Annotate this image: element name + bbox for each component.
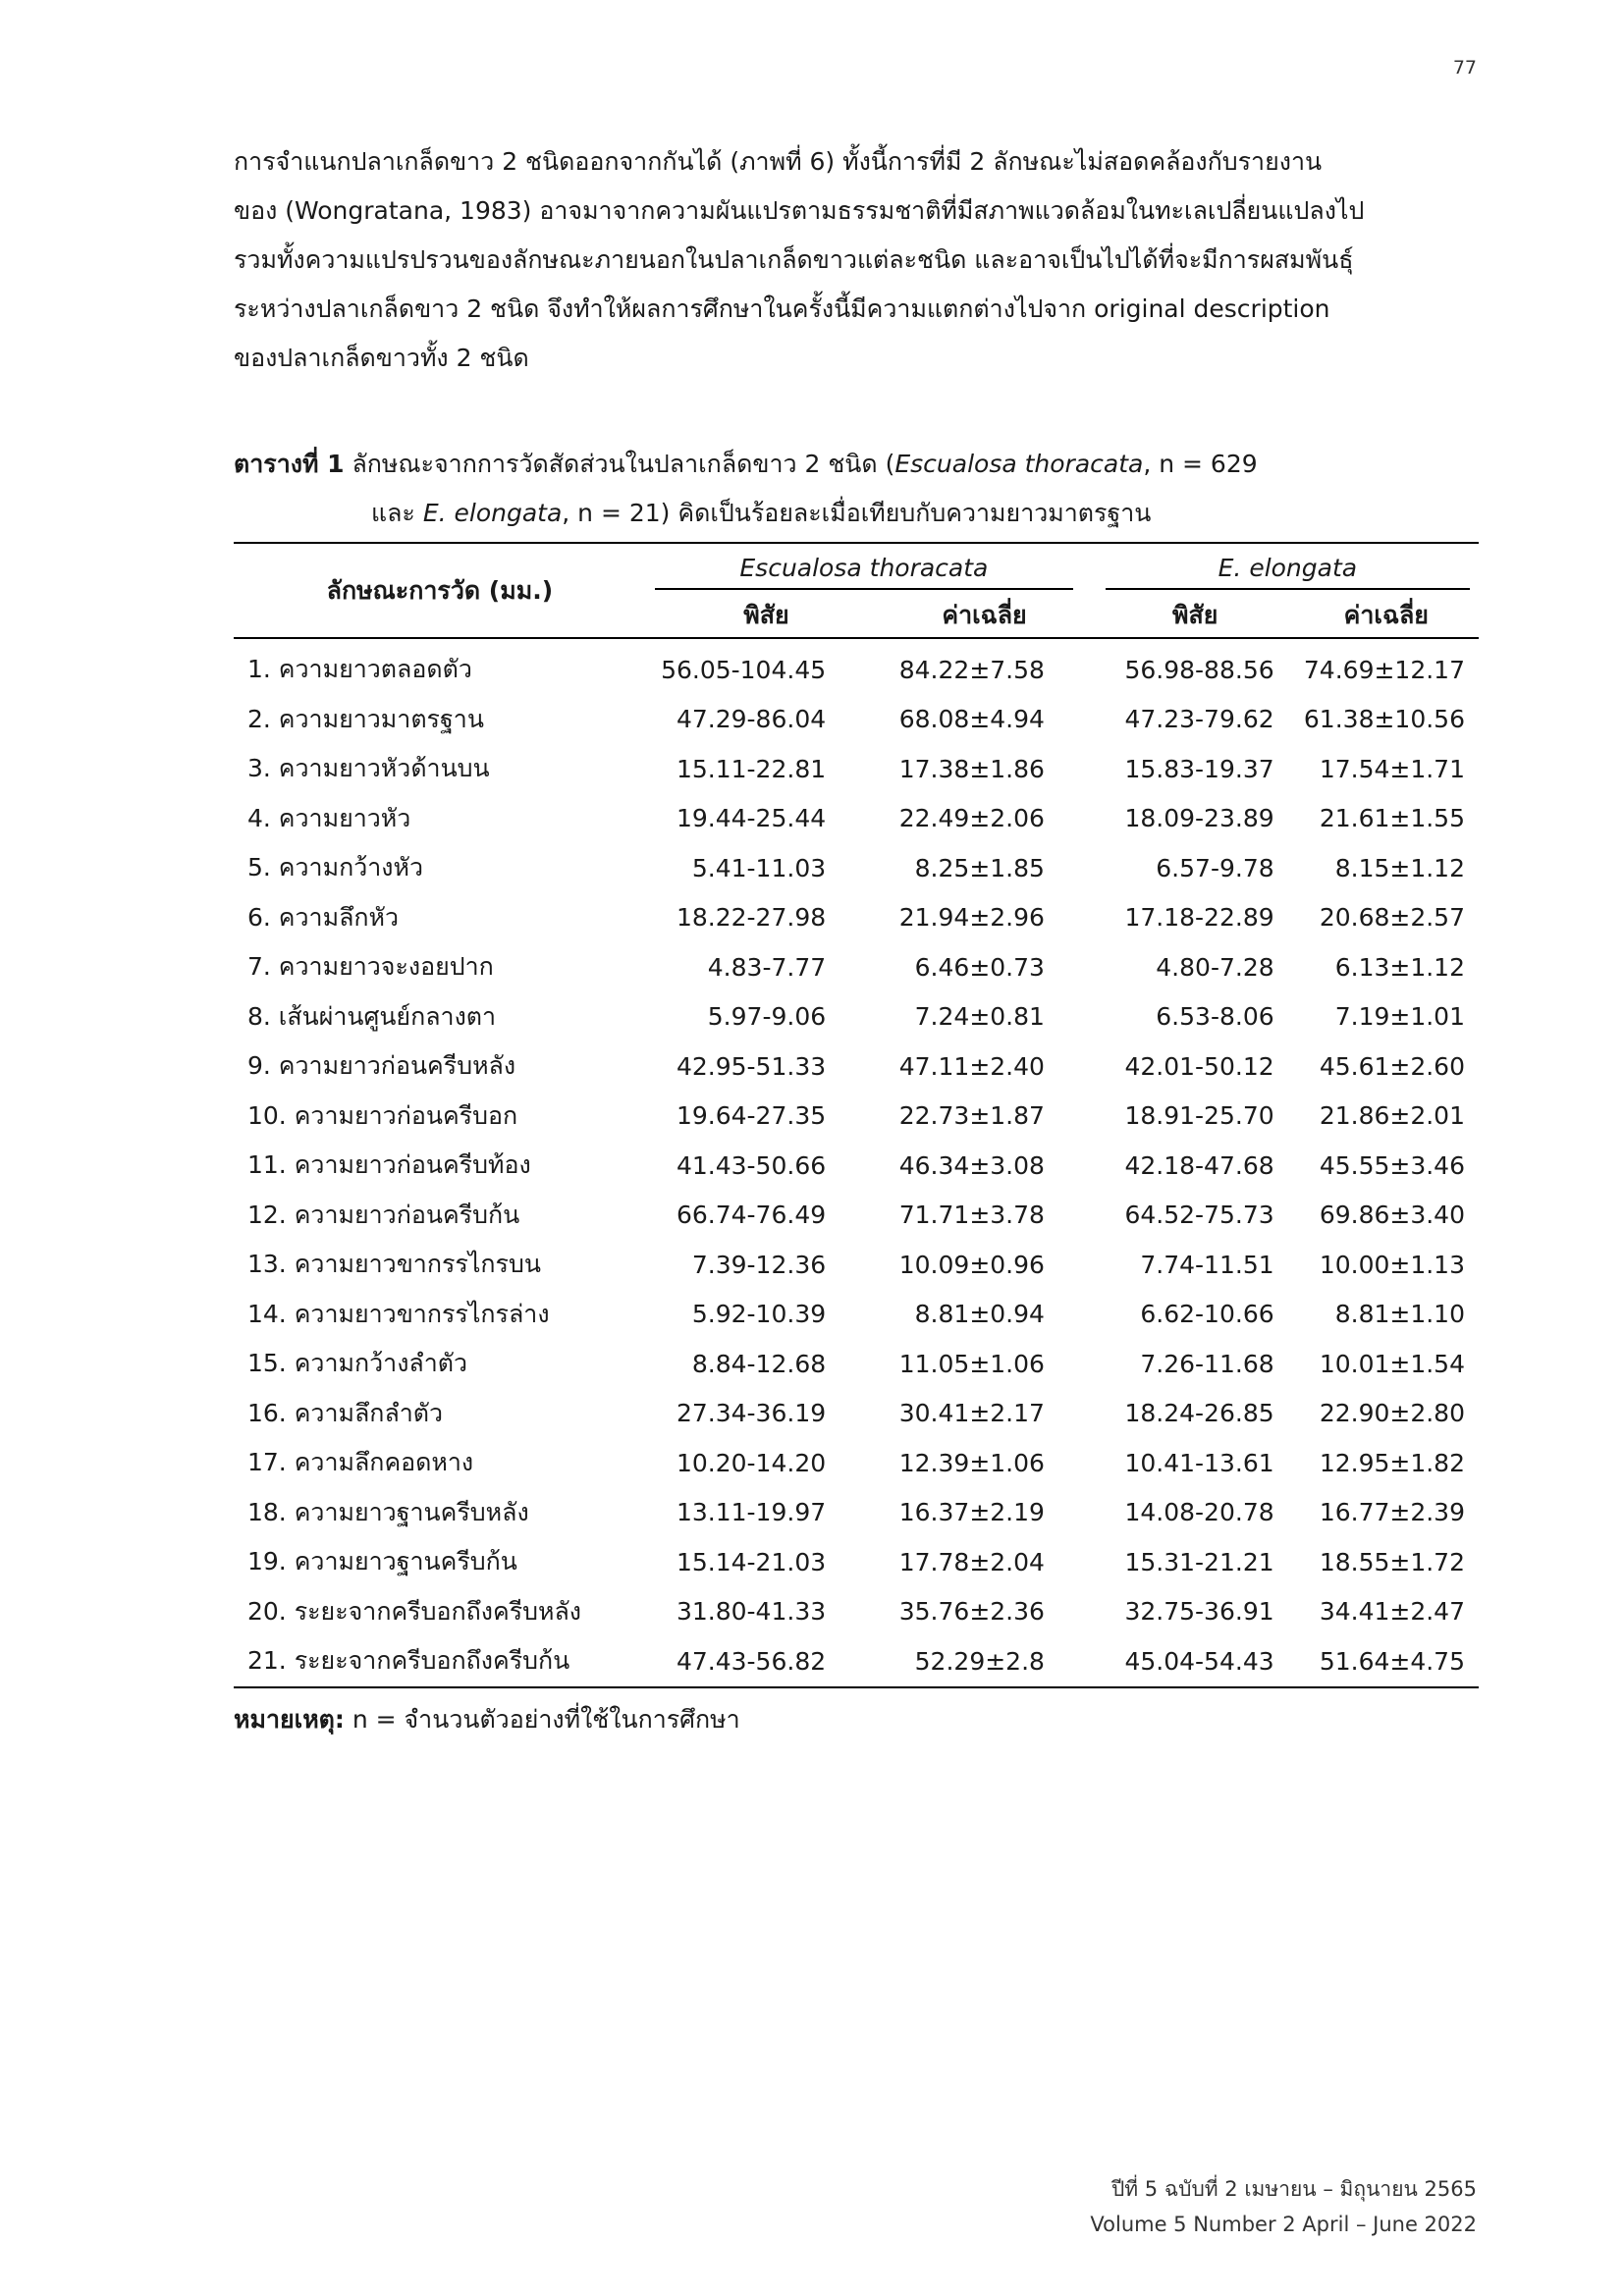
species1-mean: 52.29±2.8: [914, 1646, 1045, 1676]
species1-range: 66.74-76.49: [676, 1201, 827, 1230]
species2-mean: 61.38±10.56: [1303, 705, 1465, 734]
species2-mean: 20.68±2.57: [1319, 903, 1465, 933]
table-note: [234, 1700, 740, 1739]
species1-mean: 8.25±1.85: [914, 853, 1045, 882]
body-paragraph: [234, 137, 1479, 383]
species1-range: 19.44-25.44: [676, 804, 827, 833]
species1-range: 10.20-14.20: [676, 1448, 827, 1477]
species1-range: 7.39-12.36: [691, 1250, 827, 1279]
species1-mean: 17.38±1.86: [898, 754, 1045, 783]
range-header: พิสัย: [1097, 594, 1294, 638]
species2-range: 45.04-54.43: [1124, 1646, 1274, 1676]
column-gap: [1082, 1191, 1097, 1241]
species2-mean: 6.13±1.12: [1334, 952, 1465, 982]
measurement-label: 11. ความยาวก่อนครีบท้อง: [247, 1150, 531, 1180]
species1-mean: 10.09±0.96: [898, 1250, 1045, 1279]
table-row: [234, 1389, 1479, 1439]
species2-range: 6.53-8.06: [1156, 1002, 1274, 1032]
measurement-label: 17. ความลึกคอดหาง: [247, 1448, 474, 1477]
measurement-label: 1. ความยาวตลอดตัว: [247, 655, 472, 684]
table-caption: [234, 440, 1479, 538]
paragraph-line: ของปลาเกล็ดขาวทั้ง 2 ชนิด: [234, 344, 529, 372]
table-row: [234, 744, 1479, 794]
table-row: [234, 1141, 1479, 1191]
column-gap: [1082, 744, 1097, 794]
measurement-label: 8. เส้นผ่านศูนย์กลางตา: [247, 1001, 497, 1031]
species2-mean: 69.86±3.40: [1319, 1201, 1465, 1230]
table-row: [234, 794, 1479, 844]
column-gap: [1082, 638, 1097, 695]
species2-range: 64.52-75.73: [1124, 1201, 1274, 1230]
species2-mean: 74.69±12.17: [1303, 655, 1465, 684]
column-gap: [1082, 1636, 1097, 1687]
species2-mean: 51.64±4.75: [1319, 1646, 1465, 1676]
measurement-label: 9. ความยาวก่อนครีบหลัง: [247, 1051, 516, 1081]
footer-thai: ปีที่ 5 ฉบับที่ 2 เมษายน – มิถุนายน 2565: [1110, 2177, 1477, 2201]
column-gap: [1082, 1438, 1097, 1488]
species1-range: 13.11-19.97: [676, 1498, 827, 1527]
species2-range: 42.01-50.12: [1124, 1051, 1274, 1081]
page-number: 77: [1452, 57, 1477, 79]
table-row: [234, 638, 1479, 695]
species1-mean: 6.46±0.73: [914, 952, 1045, 982]
species2-range: 15.31-21.21: [1124, 1547, 1274, 1576]
species2-range: 6.62-10.66: [1140, 1300, 1274, 1329]
measurement-label: 3. ความยาวหัวด้านบน: [247, 754, 490, 783]
caption-text: , n = 21) คิดเป็นร้อยละเมื่อเทียบกับความยาวมาตรฐาน: [562, 499, 1152, 527]
species1-range: 41.43-50.66: [676, 1150, 827, 1180]
table-row: [234, 1339, 1479, 1389]
measurement-label: 19. ความยาวฐานครีบก้น: [247, 1547, 517, 1576]
species2-mean: 10.00±1.13: [1319, 1250, 1465, 1279]
measurement-label: 20. ระยะจากครีบอกถึงครีบหลัง: [247, 1596, 582, 1626]
species2-mean: 7.19±1.01: [1334, 1002, 1465, 1032]
measurement-table: [234, 542, 1479, 1688]
measurement-label: 6. ความลึกหัว: [247, 902, 400, 932]
paragraph-line: ของ (Wongratana, 1983) อาจมาจากความผันแปรตามธรรมชาติที่มีสภาพแวดล้อมในทะเลเปลี่ยนแปลงไป: [234, 196, 1365, 225]
species2-range: 18.09-23.89: [1124, 804, 1274, 833]
species1-mean: 71.71±3.78: [898, 1201, 1045, 1230]
measurement-label: 18. ความยาวฐานครีบหลัง: [247, 1497, 529, 1526]
species1-mean: 46.34±3.08: [898, 1150, 1045, 1180]
species1-mean: 30.41±2.17: [898, 1399, 1045, 1428]
species1-mean: 12.39±1.06: [898, 1448, 1045, 1477]
species1-header: [646, 543, 1082, 594]
species1-mean: 21.94±2.96: [898, 903, 1045, 933]
column-gap: [1082, 992, 1097, 1042]
mean-header: ค่าเฉลี่ย: [887, 594, 1082, 638]
column-gap: [1082, 1141, 1097, 1191]
column-gap: [1082, 843, 1097, 893]
measurement-label: 10. ความยาวก่อนครีบอก: [247, 1100, 518, 1130]
species2-mean: 21.86±2.01: [1319, 1101, 1465, 1131]
species2-header: [1097, 543, 1479, 594]
table-row: [234, 1636, 1479, 1687]
paragraph-line: ระหว่างปลาเกล็ดขาว 2 ชนิด จึงทำให้ผลการศึกษาในครั้งนี้มีความแตกต่างไปจาก original description: [234, 294, 1330, 323]
table-row: [234, 1092, 1479, 1142]
column-gap: [1082, 1290, 1097, 1340]
table-row: [234, 1240, 1479, 1290]
species1-range: 15.11-22.81: [676, 754, 827, 783]
column-gap: [1082, 1488, 1097, 1538]
table-row: [234, 1191, 1479, 1241]
measurement-label: 2. ความยาวมาตรฐาน: [247, 704, 484, 733]
table-row: [234, 1537, 1479, 1587]
column-gap: [1082, 1537, 1097, 1587]
species2-mean: 16.77±2.39: [1319, 1498, 1465, 1527]
caption-line: [234, 440, 1479, 489]
measurement-label: 7. ความยาวจะงอยปาก: [247, 952, 494, 982]
species2-range: 7.26-11.68: [1140, 1349, 1274, 1378]
species2-mean: 8.81±1.10: [1334, 1300, 1465, 1329]
species2-range: 6.57-9.78: [1156, 853, 1274, 882]
caption-text: และ: [371, 499, 423, 527]
column-gap: [1082, 1041, 1097, 1092]
table-row: [234, 1438, 1479, 1488]
species2-range: 17.18-22.89: [1124, 903, 1274, 933]
table-row: [234, 695, 1479, 745]
caption-text: ลักษณะจากการวัดสัดส่วนในปลาเกล็ดขาว 2 ชนิด (: [344, 450, 895, 478]
species2-range: 4.80-7.28: [1156, 952, 1274, 982]
species1-header-text: Escualosa thoracata: [655, 554, 1073, 590]
species2-mean: 12.95±1.82: [1319, 1448, 1465, 1477]
caption-species: Escualosa thoracata: [894, 450, 1144, 478]
species1-range: 27.34-36.19: [676, 1399, 827, 1428]
species1-mean: 11.05±1.06: [898, 1349, 1045, 1378]
species1-range: 4.83-7.77: [707, 952, 827, 982]
species1-mean: 22.49±2.06: [898, 804, 1045, 833]
column-gap: [1082, 1339, 1097, 1389]
column-gap: [1082, 1587, 1097, 1637]
caption-text: , n = 629: [1143, 450, 1258, 478]
column-gap: [1082, 794, 1097, 844]
column-gap: [1082, 695, 1097, 745]
table-row: [234, 843, 1479, 893]
species1-range: 19.64-27.35: [676, 1101, 827, 1131]
species2-range: 18.24-26.85: [1124, 1399, 1274, 1428]
species1-range: 5.92-10.39: [691, 1300, 827, 1329]
species1-range: 56.05-104.45: [661, 655, 827, 684]
table-row: [234, 942, 1479, 992]
species2-mean: 18.55±1.72: [1319, 1547, 1465, 1576]
measurement-label: 5. ความกว้างหัว: [247, 853, 424, 882]
species2-range: 14.08-20.78: [1124, 1498, 1274, 1527]
species2-mean: 17.54±1.71: [1319, 754, 1465, 783]
species1-range: 5.41-11.03: [691, 853, 827, 882]
journal-footer: [1090, 2171, 1477, 2242]
species1-mean: 17.78±2.04: [898, 1547, 1045, 1576]
species2-range: 47.23-79.62: [1124, 705, 1274, 734]
species2-mean: 21.61±1.55: [1319, 804, 1465, 833]
species2-range: 32.75-36.91: [1124, 1597, 1274, 1627]
mean-header: ค่าเฉลี่ย: [1294, 594, 1479, 638]
species2-range: 56.98-88.56: [1124, 655, 1274, 684]
species2-header-text: E. elongata: [1106, 554, 1470, 590]
species2-mean: 34.41±2.47: [1319, 1597, 1465, 1627]
species1-range: 31.80-41.33: [676, 1597, 827, 1627]
column-gap: [1082, 1092, 1097, 1142]
column-gap: [1082, 893, 1097, 943]
species1-mean: 47.11±2.40: [898, 1051, 1045, 1081]
table-row: [234, 1041, 1479, 1092]
column-gap: [1082, 1240, 1097, 1290]
species1-range: 47.29-86.04: [676, 705, 827, 734]
species2-range: 15.83-19.37: [1124, 754, 1274, 783]
measurement-label: 13. ความยาวขากรรไกรบน: [247, 1250, 541, 1279]
table-row: [234, 1290, 1479, 1340]
species2-mean: 22.90±2.80: [1319, 1399, 1465, 1428]
species2-range: 10.41-13.61: [1124, 1448, 1274, 1477]
note-text: n = จำนวนตัวอย่างที่ใช้ในการศึกษา: [344, 1705, 740, 1734]
table-row: [234, 1587, 1479, 1637]
range-header: พิสัย: [646, 594, 887, 638]
note-label: หมายเหตุ:: [234, 1705, 345, 1734]
species1-mean: 84.22±7.58: [898, 655, 1045, 684]
column-gap: [1082, 1389, 1097, 1439]
species1-range: 18.22-27.98: [676, 903, 827, 933]
footer-english: Volume 5 Number 2 April – June 2022: [1090, 2213, 1477, 2236]
species1-mean: 7.24±0.81: [914, 1002, 1045, 1032]
caption-species: E. elongata: [422, 499, 563, 527]
species2-mean: 8.15±1.12: [1334, 853, 1465, 882]
measurement-label: 15. ความกว้างลำตัว: [247, 1349, 468, 1378]
species1-range: 42.95-51.33: [676, 1051, 827, 1081]
species2-range: 42.18-47.68: [1124, 1150, 1274, 1180]
species1-mean: 22.73±1.87: [898, 1101, 1045, 1131]
paragraph-line: การจำแนกปลาเกล็ดขาว 2 ชนิดออกจากกันได้ (ภาพที่ 6) ทั้งนี้การที่มี 2 ลักษณะไม่สอดคล้องกับรายงาน: [234, 147, 1323, 176]
species1-range: 8.84-12.68: [691, 1349, 827, 1378]
column-gap: [1082, 942, 1097, 992]
table-row: [234, 893, 1479, 943]
species2-range: 18.91-25.70: [1124, 1101, 1274, 1131]
measurement-header: ลักษณะการวัด (มม.): [234, 543, 646, 638]
species1-range: 15.14-21.03: [676, 1547, 827, 1576]
species1-range: 5.97-9.06: [707, 1002, 827, 1032]
paragraph-line: รวมทั้งความแปรปรวนของลักษณะภายนอกในปลาเกล็ดขาวแต่ละชนิด และอาจเป็นไปได้ที่จะมีการผสมพันธุ์: [234, 245, 1354, 274]
species2-mean: 45.55±3.46: [1319, 1150, 1465, 1180]
measurement-label: 21. ระยะจากครีบอกถึงครีบก้น: [247, 1646, 570, 1676]
species1-mean: 35.76±2.36: [898, 1597, 1045, 1627]
measurement-label: 14. ความยาวขากรรไกรล่าง: [247, 1299, 550, 1328]
species1-mean: 16.37±2.19: [898, 1498, 1045, 1527]
measurement-label: 12. ความยาวก่อนครีบก้น: [247, 1200, 520, 1229]
measurement-label: 4. ความยาวหัว: [247, 803, 411, 832]
species2-mean: 10.01±1.54: [1319, 1349, 1465, 1378]
table-row: [234, 1488, 1479, 1538]
species2-mean: 45.61±2.60: [1319, 1051, 1465, 1081]
measurement-label: 16. ความลึกลำตัว: [247, 1398, 444, 1427]
table-body: [234, 638, 1479, 1687]
table-row: [234, 992, 1479, 1042]
species1-mean: 8.81±0.94: [914, 1300, 1045, 1329]
species1-mean: 68.08±4.94: [898, 705, 1045, 734]
caption-label: ตารางที่ 1: [234, 450, 345, 478]
caption-line: [234, 489, 1479, 538]
species2-range: 7.74-11.51: [1140, 1250, 1274, 1279]
species1-range: 47.43-56.82: [676, 1646, 827, 1676]
